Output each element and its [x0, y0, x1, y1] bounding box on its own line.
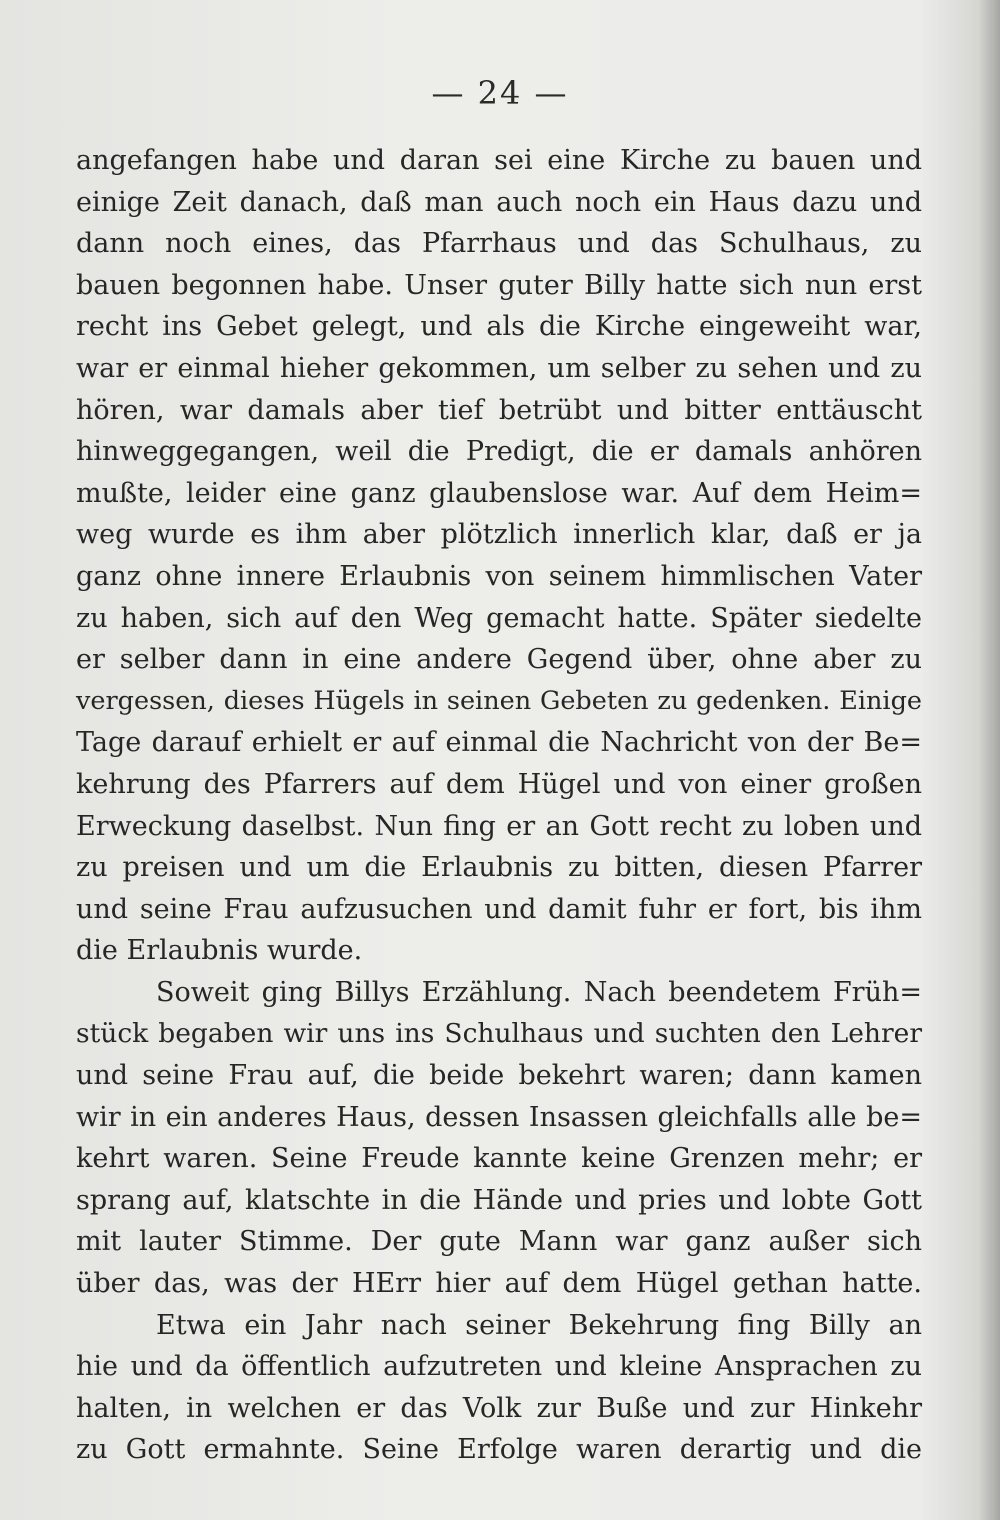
text-line: bauen begonnen habe. Unser guter Billy hatte sich nun erst	[76, 269, 922, 301]
text-line: weg wurde es ihm aber plötzlich innerlich klar, daß er ja	[76, 519, 922, 551]
text-line: vergessen, dieses Hügels in seinen Gebeten zu gedenken. Einige	[76, 685, 922, 716]
page-edge-shadow	[978, 0, 1000, 1520]
text-line: halten, in welchen er das Volk zur Buße und zur Hinkehr	[76, 1392, 922, 1424]
text-line: angefangen habe und daran sei eine Kirche zu bauen und	[76, 145, 922, 176]
text-line: er selber dann in eine andere Gegend über, ohne aber zu	[76, 644, 922, 676]
text-line: Etwa ein Jahr nach seiner Bekehrung fing Billy an	[156, 1309, 922, 1341]
text-line: Erweckung daselbst. Nun fing er an Gott recht zu loben und	[76, 810, 922, 842]
text-line: recht ins Gebet gelegt, und als die Kirche eingeweiht war,	[76, 311, 922, 343]
text-line: und seine Frau auf, die beide bekehrt waren; dann kamen	[76, 1060, 922, 1092]
text-line: hören, war damals aber tief betrübt und bitter enttäuscht	[76, 394, 922, 426]
text-line: Tage darauf erhielt er auf einmal die Nachricht von der Be=	[76, 727, 922, 759]
text-line: mit lauter Stimme. Der gute Mann war ganz außer sich	[76, 1226, 922, 1258]
text-line: zu preisen und um die Erlaubnis zu bitten, diesen Pfarrer	[76, 852, 922, 884]
text-line: mußte, leider eine ganz glaubenslose war. Auf dem Heim=	[76, 477, 922, 509]
text-line: ganz ohne innere Erlaubnis von seinem himmlischen Vater	[76, 560, 922, 592]
text-line: wir in ein anderes Haus, dessen Insassen gleichfalls alle be=	[76, 1101, 922, 1133]
text-line: hie und da öffentlich aufzutreten und kleine Ansprachen zu	[76, 1351, 922, 1383]
text-line: stück begaben wir uns ins Schulhaus und suchten den Lehrer	[76, 1018, 922, 1050]
body-text	[76, 140, 922, 1471]
text-line: die Erlaubnis wurde.	[76, 935, 363, 967]
text-line: und seine Frau aufzusuchen und damit fuhr er fort, bis ihm	[76, 893, 922, 925]
text-line: war er einmal hieher gekommen, um selber zu sehen und zu	[76, 352, 922, 384]
text-line: Soweit ging Billys Erzählung. Nach beendetem Früh=	[156, 976, 922, 1008]
page-number: — 24 —	[431, 74, 569, 112]
text-line: über das, was der HErr hier auf dem Hügel gethan hatte.	[76, 1268, 922, 1300]
text-line: kehrung des Pfarrers auf dem Hügel und von einer großen	[76, 768, 922, 800]
text-line: hinweggegangen, weil die Predigt, die er damals anhören	[76, 436, 922, 468]
text-line: zu Gott ermahnte. Seine Erfolge waren derartig und die	[76, 1434, 922, 1466]
text-line: einige Zeit danach, daß man auch noch ein Haus dazu und	[76, 186, 922, 218]
text-line: kehrt waren. Seine Freude kannte keine Grenzen mehr; er	[76, 1143, 922, 1175]
text-line: sprang auf, klatschte in die Hände und pries und lobte Gott	[76, 1184, 922, 1216]
text-line: dann noch eines, das Pfarrhaus und das Schulhaus, zu	[76, 228, 922, 260]
text-line: zu haben, sich auf den Weg gemacht hatte. Später siedelte	[76, 602, 922, 634]
